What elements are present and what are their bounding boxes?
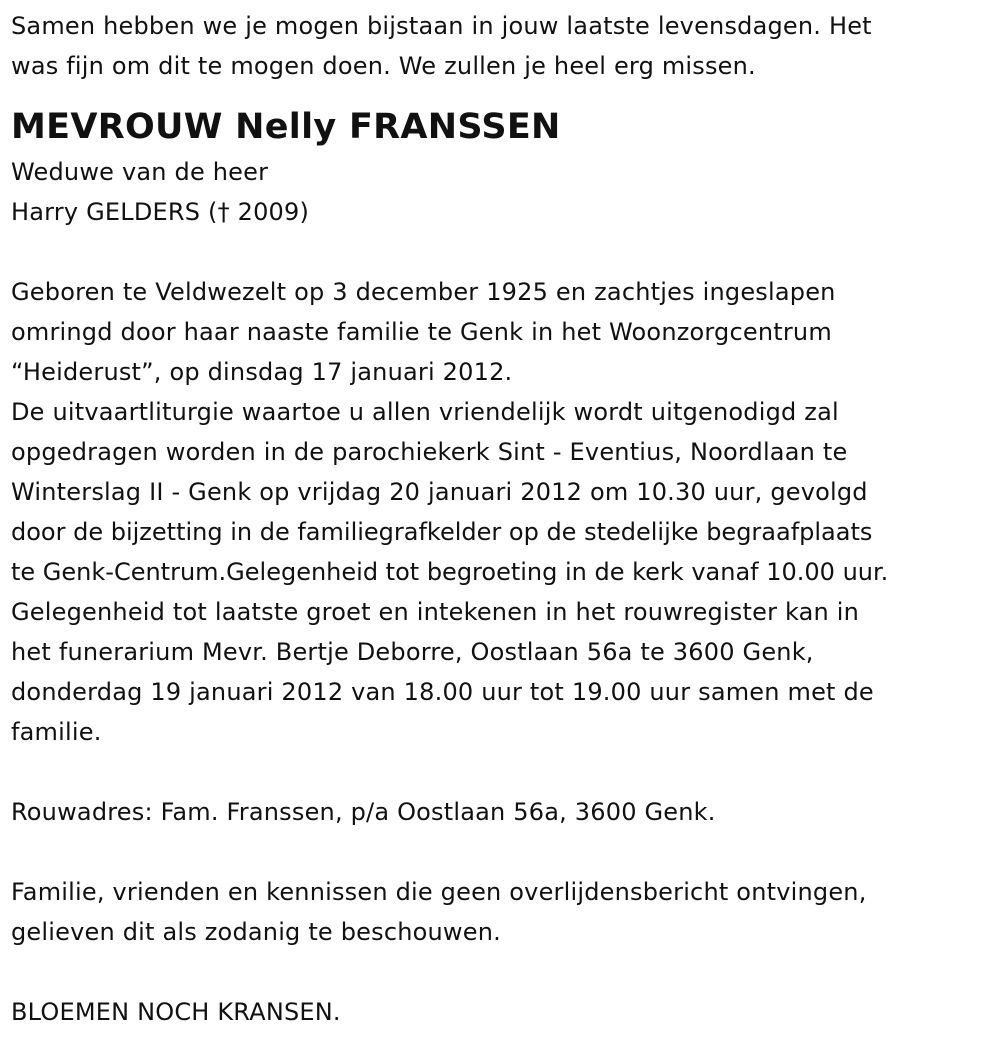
spouse-line: Weduwe van de heer xyxy=(11,158,269,186)
intro-paragraph xyxy=(11,6,1000,86)
details-line: donderdag 19 januari 2012 van 18.00 uur tot 19.00 uur samen met de xyxy=(11,678,874,706)
spacer xyxy=(11,232,1000,272)
spacer xyxy=(11,832,1000,872)
closing-note: BLOEMEN NOCH KRANSEN. xyxy=(11,998,341,1026)
mourning-address: Rouwadres: Fam. Franssen, p/a Oostlaan 56a, 3600 Genk. xyxy=(11,798,716,826)
deceased-name: MEVROUW Nelly FRANSSEN xyxy=(11,107,561,147)
details-line: Winterslag II - Genk op vrijdag 20 januari 2012 om 10.30 uur, gevolgd xyxy=(11,478,868,506)
details-line: De uitvaartliturgie waartoe u allen vriendelijk wordt uitgenodigd zal xyxy=(11,398,839,426)
spacer xyxy=(11,752,1000,792)
details-line: opgedragen worden in de parochiekerk Sint - Eventius, Noordlaan te xyxy=(11,438,848,466)
intro-line: Samen hebben we je mogen bijstaan in jouw laatste levensdagen. Het xyxy=(11,12,872,40)
details-line: familie. xyxy=(11,718,102,746)
intro-line: was fijn om dit te mogen doen. We zullen je heel erg missen. xyxy=(11,52,756,80)
details-line: “Heiderust”, op dinsdag 17 januari 2012. xyxy=(11,358,513,386)
details-line: omringd door haar naaste familie te Genk in het Woonzorgcentrum xyxy=(11,318,832,346)
details-paragraph xyxy=(11,272,1000,752)
notice-paragraph xyxy=(11,872,1000,952)
spouse-info xyxy=(11,152,1000,232)
details-line: te Genk-Centrum.Gelegenheid tot begroeting in de kerk vanaf 10.00 uur. xyxy=(11,558,889,586)
spacer xyxy=(11,952,1000,992)
details-line: Geboren te Veldwezelt op 3 december 1925 en zachtjes ingeslapen xyxy=(11,278,836,306)
notice-line: gelieven dit als zodanig te beschouwen. xyxy=(11,918,501,946)
spouse-line: Harry GELDERS († 2009) xyxy=(11,198,310,226)
notice-line: Familie, vrienden en kennissen die geen overlijdensbericht ontvingen, xyxy=(11,878,867,906)
details-line: door de bijzetting in de familiegrafkelder op de stedelijke begraafplaats xyxy=(11,518,873,546)
details-line: het funerarium Mevr. Bertje Deborre, Oostlaan 56a te 3600 Genk, xyxy=(11,638,814,666)
details-line: Gelegenheid tot laatste groet en intekenen in het rouwregister kan in xyxy=(11,598,860,626)
